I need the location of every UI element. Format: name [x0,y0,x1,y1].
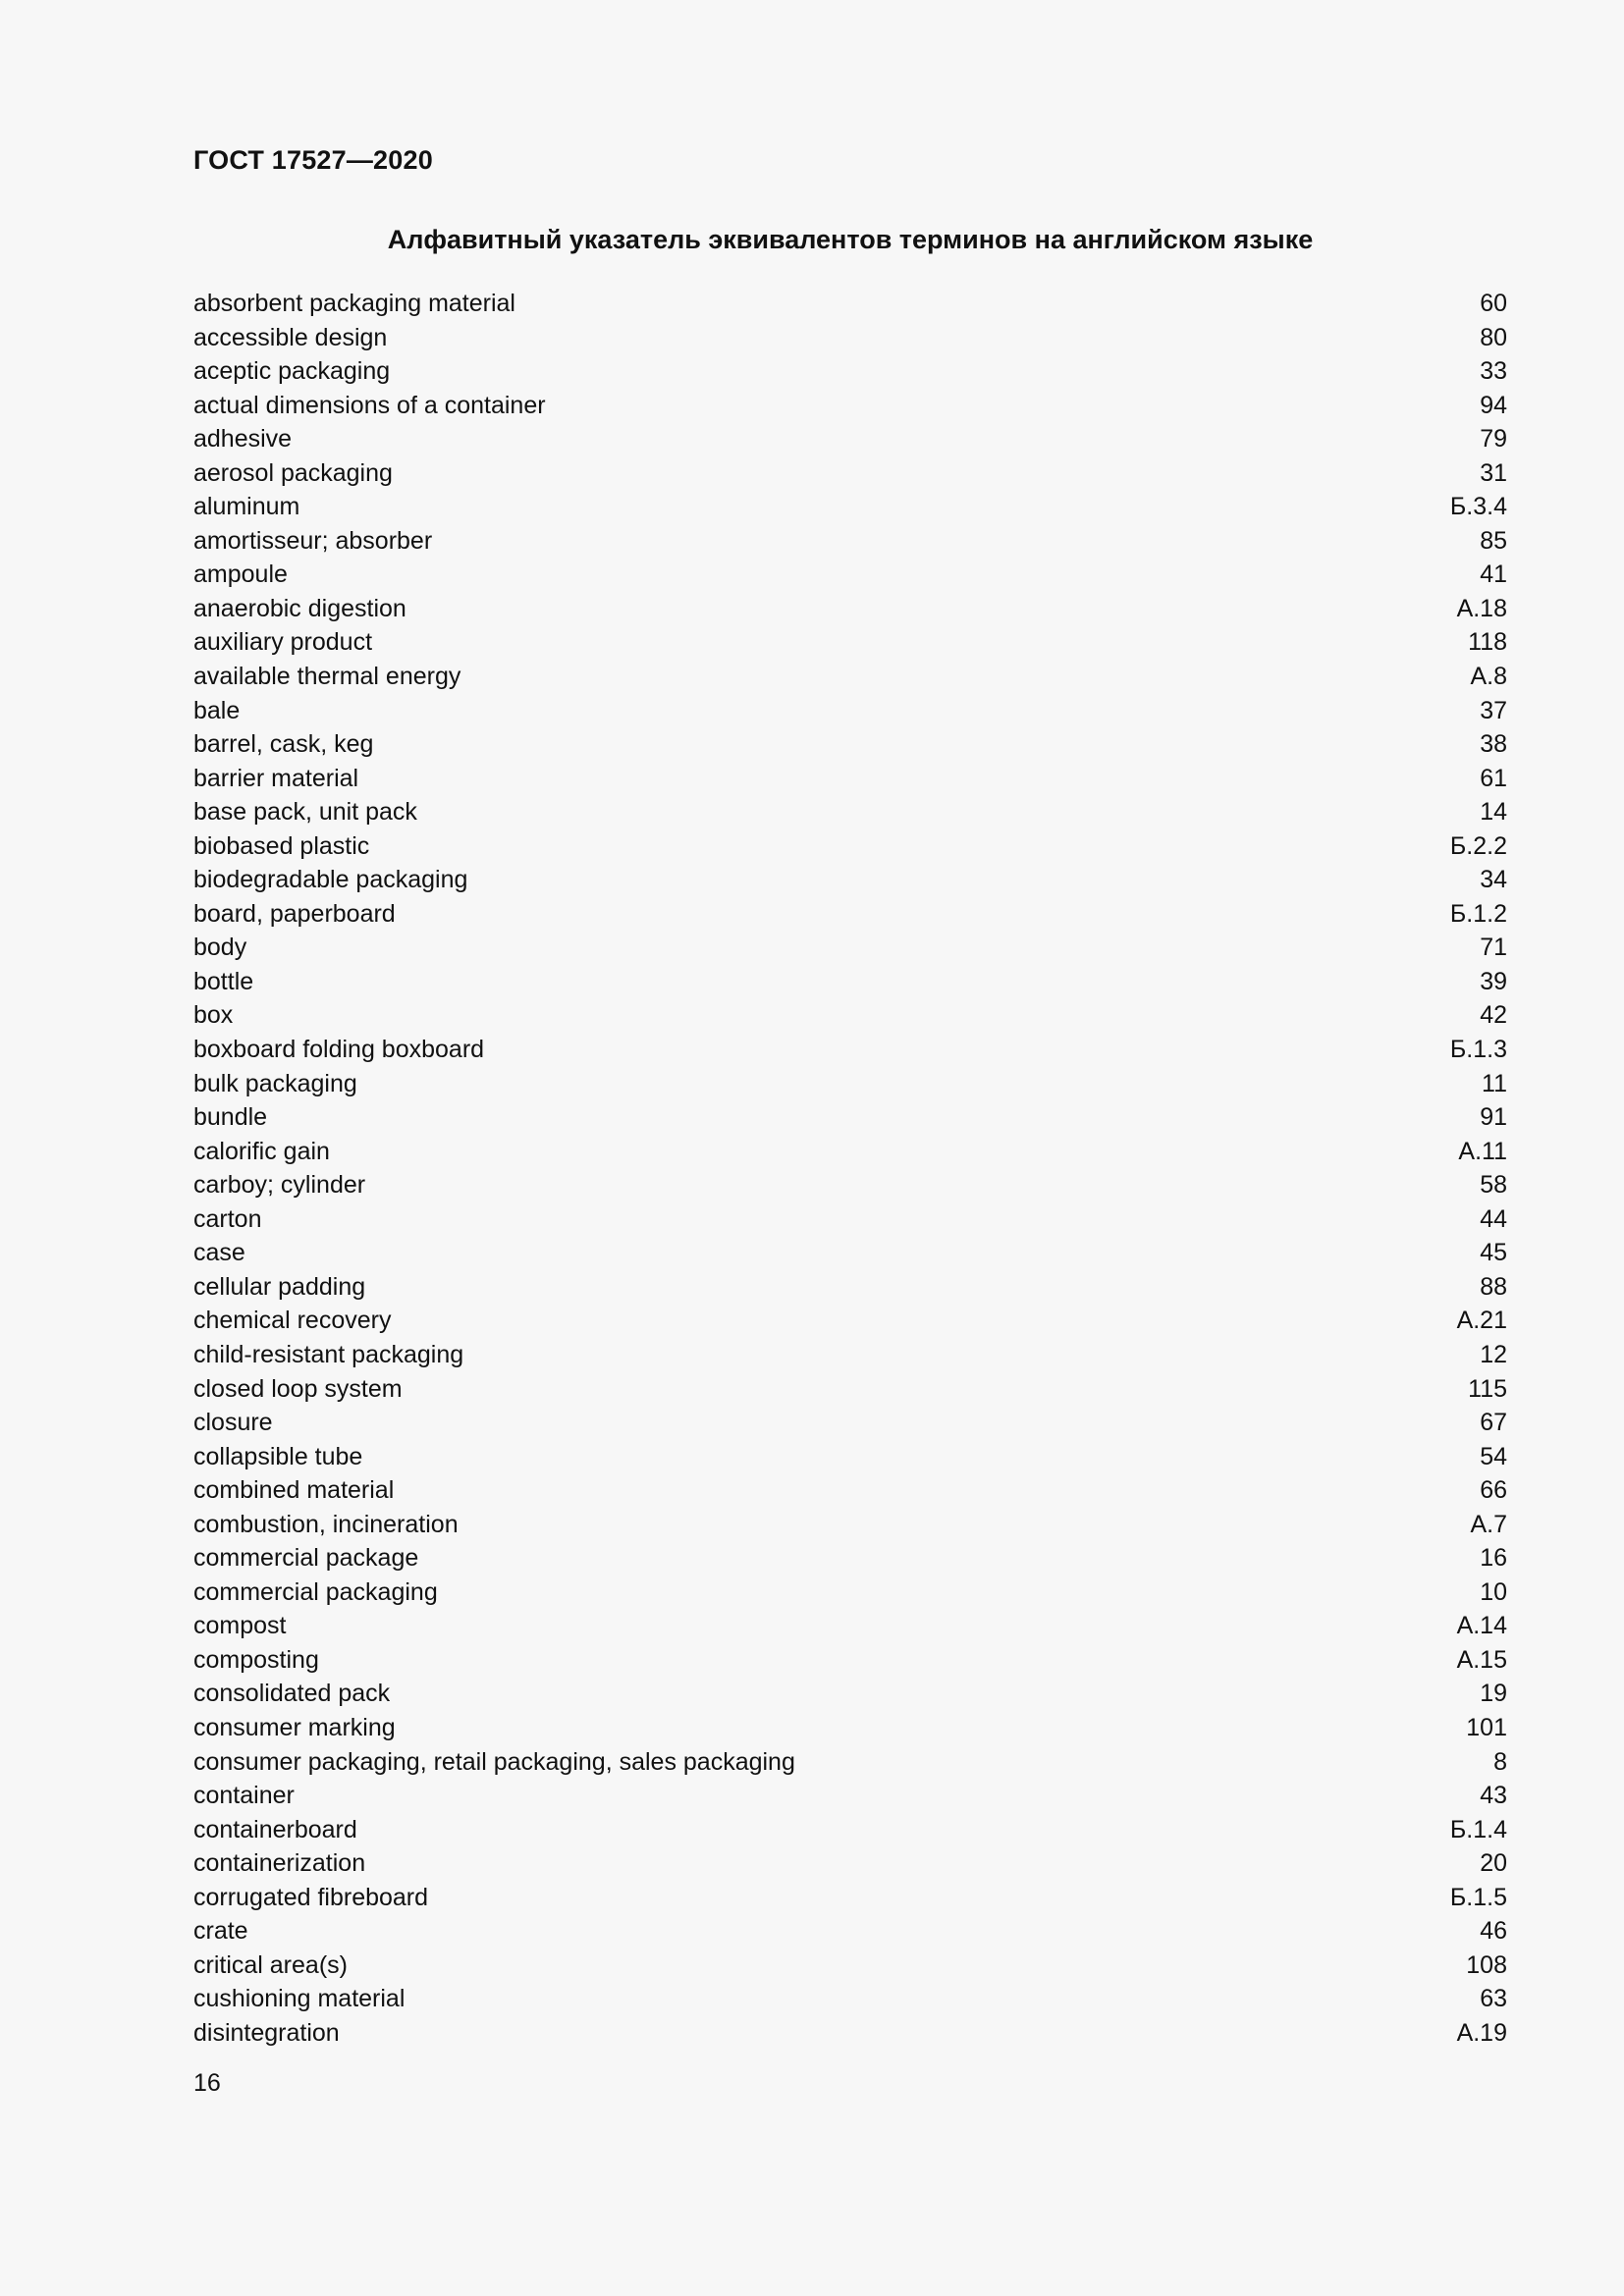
index-term: biodegradable packaging [193,866,468,894]
index-entry [193,1677,1507,1711]
index-entry [193,354,1507,389]
index-term: combustion, incineration [193,1510,459,1538]
index-entry [193,321,1507,355]
index-entry [193,592,1507,626]
index-entry [193,1304,1507,1338]
index-ref: А.18 [1456,594,1507,622]
index-term: child-resistant packaging [193,1340,464,1368]
index-term: barrel, cask, keg [193,730,374,759]
index-term: base pack, unit pack [193,798,417,827]
index-term: adhesive [193,425,293,454]
index-term: consumer marking [193,1713,396,1741]
index-term: aceptic packaging [193,357,391,386]
index-ref: 34 [1480,866,1507,894]
index-term: consumer packaging, retail packaging, sales packaging [193,1747,795,1776]
index-term: commercial packaging [193,1577,438,1606]
index-term: bottle [193,967,254,995]
index-entry [193,558,1507,592]
index-ref: 91 [1480,1103,1507,1132]
index-term: bale [193,696,241,724]
index-entry [193,1745,1507,1780]
index-term: compost [193,1612,287,1640]
index-entry [193,1100,1507,1135]
page-number: 16 [193,2069,221,2097]
index-term: closed loop system [193,1374,403,1403]
index-entry [193,1914,1507,1949]
index-entry [193,795,1507,829]
index-ref: Б.1.4 [1449,1815,1507,1843]
index-term: body [193,934,247,962]
index-ref: 19 [1480,1680,1507,1708]
index-ref: А.15 [1456,1645,1507,1674]
index-term: aluminum [193,493,300,521]
index-ref: 94 [1480,391,1507,419]
index-ref: 118 [1468,628,1507,657]
index-entry [193,422,1507,456]
index-term: ampoule [193,561,288,589]
index-ref: 66 [1480,1476,1507,1505]
index-entry [193,1881,1507,1915]
index-ref: 58 [1480,1171,1507,1200]
index-ref: А.21 [1456,1307,1507,1335]
index-entry [193,1135,1507,1169]
index-entry [193,762,1507,796]
index-term: available thermal energy [193,663,461,691]
index-entry [193,1372,1507,1407]
index-ref: 63 [1480,1985,1507,2013]
index-entry [193,863,1507,897]
index-entry [193,694,1507,728]
index-term: consolidated pack [193,1680,391,1708]
index-term: cellular padding [193,1272,366,1301]
index-entry [193,965,1507,999]
index-term: closure [193,1409,273,1437]
index-term: combined material [193,1476,395,1505]
index-entry [193,1338,1507,1372]
index-ref: 42 [1480,1001,1507,1030]
index-ref: А.8 [1470,663,1507,691]
index-ref: А.11 [1458,1137,1507,1165]
index-ref: 31 [1480,458,1507,487]
index-term: composting [193,1645,319,1674]
index-term: containerboard [193,1815,357,1843]
index-term: chemical recovery [193,1307,392,1335]
index-term: corrugated fibreboard [193,1883,429,1911]
index-term: accessible design [193,323,388,351]
index-term: boxboard folding boxboard [193,1036,485,1064]
index-entry [193,1168,1507,1202]
index-ref: 43 [1480,1782,1507,1810]
index-entry [193,998,1507,1033]
index-ref: 10 [1480,1577,1507,1606]
index-entry [193,1643,1507,1678]
index-entry [193,931,1507,965]
index-title: Алфавитный указатель эквивалентов терминов на английском языке [387,225,1314,254]
index-entry [193,625,1507,660]
index-entry [193,1575,1507,1610]
index-entry [193,524,1507,559]
index-entry [193,1270,1507,1305]
index-ref: 67 [1480,1409,1507,1437]
index-entry [193,1473,1507,1508]
index-term: cushioning material [193,1985,406,2013]
index-entry [193,1508,1507,1542]
index-term: bundle [193,1103,268,1132]
index-entry [193,456,1507,491]
index-ref: 54 [1480,1442,1507,1470]
index-ref: 41 [1480,561,1507,589]
index-entry [193,1779,1507,1813]
index-entry [193,1067,1507,1101]
index-entry [193,287,1507,321]
index-entry [193,829,1507,864]
index-ref: 20 [1480,1849,1507,1878]
index-ref: 85 [1480,526,1507,555]
index-term: box [193,1001,234,1030]
index-entry [193,1406,1507,1440]
index-entry [193,389,1507,423]
index-ref: 115 [1468,1374,1507,1403]
index-term: containerization [193,1849,366,1878]
index-entry [193,1033,1507,1067]
index-ref: 37 [1480,696,1507,724]
index-ref: А.7 [1470,1510,1507,1538]
index-term: critical area(s) [193,1950,348,1979]
index-ref: 80 [1480,323,1507,351]
index-ref: 71 [1480,934,1507,962]
index-entry [193,660,1507,694]
index-ref: Б.1.3 [1449,1036,1507,1064]
index-ref: 45 [1480,1239,1507,1267]
index-entry [193,1236,1507,1270]
index-term: disintegration [193,2018,340,2047]
index-list [193,287,1507,2050]
index-ref: 39 [1480,967,1507,995]
index-ref: 88 [1480,1272,1507,1301]
index-entry [193,1813,1507,1847]
index-entry [193,1846,1507,1881]
index-term: commercial package [193,1544,419,1573]
index-ref: 101 [1466,1713,1507,1741]
index-entry [193,2016,1507,2051]
index-term: aerosol packaging [193,458,393,487]
index-ref: 11 [1482,1069,1507,1097]
index-term: barrier material [193,764,359,792]
index-term: case [193,1239,245,1267]
index-entry [193,1982,1507,2016]
index-term: actual dimensions of a container [193,391,546,419]
index-ref: 14 [1480,798,1507,827]
index-term: amortisseur; absorber [193,526,433,555]
index-term: absorbent packaging material [193,290,515,317]
index-entry [193,490,1507,524]
index-ref: 8 [1493,1747,1507,1776]
index-term: container [193,1782,295,1810]
index-ref: 16 [1480,1544,1507,1573]
index-ref: 38 [1480,730,1507,759]
index-entry [193,897,1507,932]
index-entry [193,1609,1507,1643]
index-ref: 12 [1480,1340,1507,1368]
index-ref: 61 [1480,764,1507,792]
index-ref: Б.2.2 [1449,831,1507,860]
index-entry [193,1711,1507,1745]
index-ref: 33 [1480,357,1507,386]
index-term: crate [193,1917,248,1946]
index-entry [193,727,1507,762]
index-ref: Б.1.2 [1449,899,1507,928]
index-ref: 60 [1480,290,1507,317]
index-ref: А.14 [1456,1612,1507,1640]
index-entry [193,1541,1507,1575]
index-term: calorific gain [193,1137,330,1165]
index-entry [193,1440,1507,1474]
index-ref: 46 [1480,1917,1507,1946]
index-term: collapsible tube [193,1442,363,1470]
index-entry [193,1202,1507,1237]
index-ref: А.19 [1456,2018,1507,2047]
index-ref: Б.3.4 [1449,493,1507,521]
index-term: carton [193,1204,262,1233]
index-ref: 79 [1480,425,1507,454]
index-term: anaerobic digestion [193,594,406,622]
index-term: bulk packaging [193,1069,357,1097]
index-term: auxiliary product [193,628,373,657]
index-term: biobased plastic [193,831,370,860]
index-ref: 44 [1480,1204,1507,1233]
index-term: board, paperboard [193,899,396,928]
index-entry [193,1949,1507,1983]
document-header: ГОСТ 17527—2020 [193,145,433,175]
index-term: carboy; cylinder [193,1171,366,1200]
index-ref: Б.1.5 [1449,1883,1507,1911]
index-ref: 108 [1466,1950,1507,1979]
